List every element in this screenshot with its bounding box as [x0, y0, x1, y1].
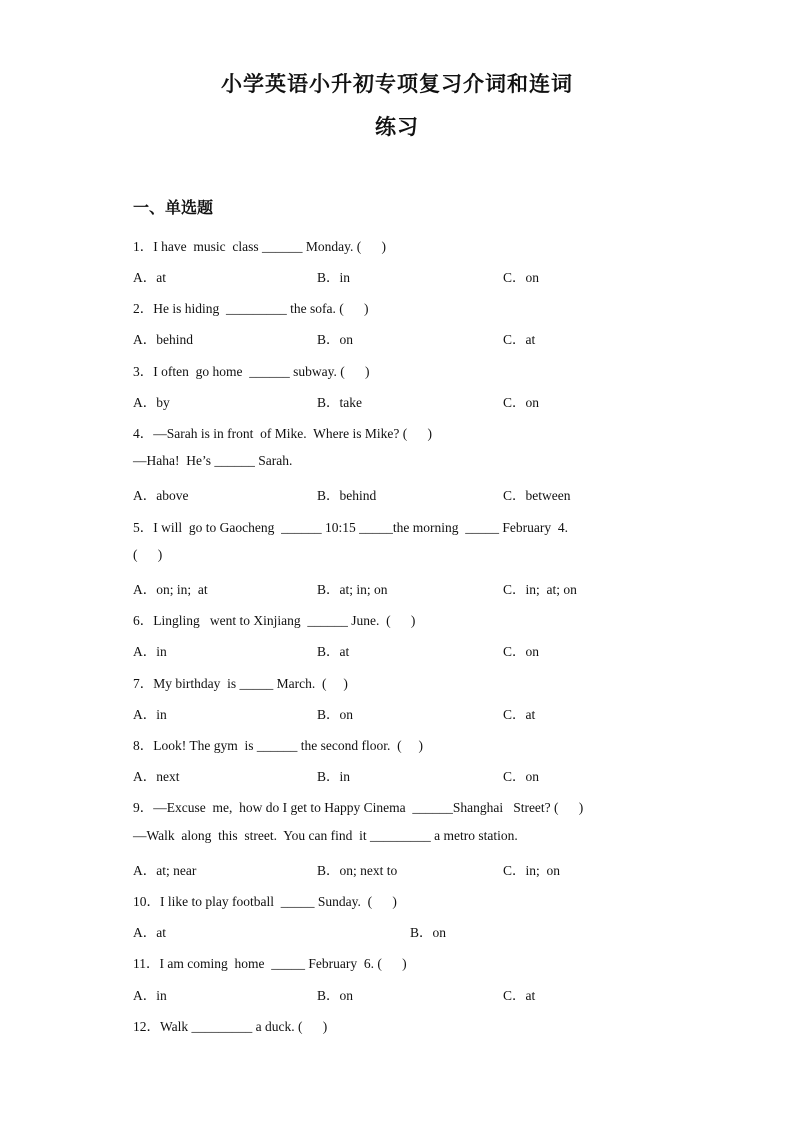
question-6-option-a: A．in [133, 644, 167, 659]
question-8-stem: 8．Look! The gym is ______ the second floor. ( ) [133, 738, 423, 753]
question-9-stem: 9．—Excuse me, how do I get to Happy Cinema ______Shanghai Street? ( ) [133, 800, 584, 815]
question-9-option-b: B．on; next to [317, 863, 398, 878]
question-11-option-c: C．at [503, 988, 536, 1003]
question-3-option-a: A．by [133, 395, 170, 410]
question-6-stem: 6．Lingling went to Xinjiang ______ June. ( ) [133, 613, 416, 628]
document-subtitle: 练习 [375, 114, 419, 139]
question-7-stem: 7．My birthday is _____ March. ( ) [133, 676, 348, 691]
question-2-option-b: B．on [317, 332, 354, 347]
question-5-option-c: C．in; at; on [503, 582, 577, 597]
question-11-stem: 11．I am coming home _____ February 6. ( ) [133, 956, 407, 971]
question-10-option-b: B．on [410, 925, 447, 940]
question-2-option-c: C．at [503, 332, 536, 347]
section-heading: 一、单选题 [133, 198, 214, 217]
question-5-option-a: A．on; in; at [133, 582, 208, 597]
question-10-stem: 10．I like to play football _____ Sunday. ( ) [133, 894, 397, 909]
question-1-stem: 1．I have music class ______ Monday. ( ) [133, 239, 386, 254]
question-11-option-b: B．on [317, 988, 354, 1003]
question-2-stem: 2．He is hiding _________ the sofa. ( ) [133, 301, 369, 316]
question-5-stem-line2: ( ) [133, 547, 163, 562]
question-4-stem-line2: —Haha! He’s ______ Sarah. [133, 453, 293, 468]
question-9-stem-line2: —Walk along this street. You can find it _________ a metro station. [133, 828, 518, 843]
document-title: 小学英语小升初专项复习介词和连词 [221, 71, 573, 96]
question-4-stem: 4．—Sarah is in front of Mike. Where is Mike? ( ) [133, 426, 432, 441]
question-8-option-b: B．in [317, 769, 351, 784]
question-7-option-b: B．on [317, 707, 354, 722]
question-7-option-a: A．in [133, 707, 167, 722]
question-8-option-a: A．next [133, 769, 180, 784]
question-10-option-a: A．at [133, 925, 166, 940]
question-4-option-c: C．between [503, 488, 571, 503]
question-12-stem: 12．Walk _________ a duck. ( ) [133, 1019, 328, 1034]
question-8-option-c: C．on [503, 769, 540, 784]
question-6-option-b: B．at [317, 644, 350, 659]
question-1-option-b: B．in [317, 270, 351, 285]
question-4-option-a: A．above [133, 488, 189, 503]
question-1-option-c: C．on [503, 270, 540, 285]
question-9-option-a: A．at; near [133, 863, 197, 878]
question-5-stem: 5．I will go to Gaocheng ______ 10:15 _____the morning _____ February 4. [133, 520, 568, 535]
question-1-option-a: A．at [133, 270, 166, 285]
question-6-option-c: C．on [503, 644, 540, 659]
question-11-option-a: A．in [133, 988, 167, 1003]
question-4-option-b: B．behind [317, 488, 377, 503]
question-2-option-a: A．behind [133, 332, 193, 347]
question-3-option-b: B．take [317, 395, 362, 410]
question-9-option-c: C．in; on [503, 863, 561, 878]
question-3-option-c: C．on [503, 395, 540, 410]
question-7-option-c: C．at [503, 707, 536, 722]
question-3-stem: 3．I often go home ______ subway. ( ) [133, 364, 370, 379]
question-5-option-b: B．at; in; on [317, 582, 388, 597]
